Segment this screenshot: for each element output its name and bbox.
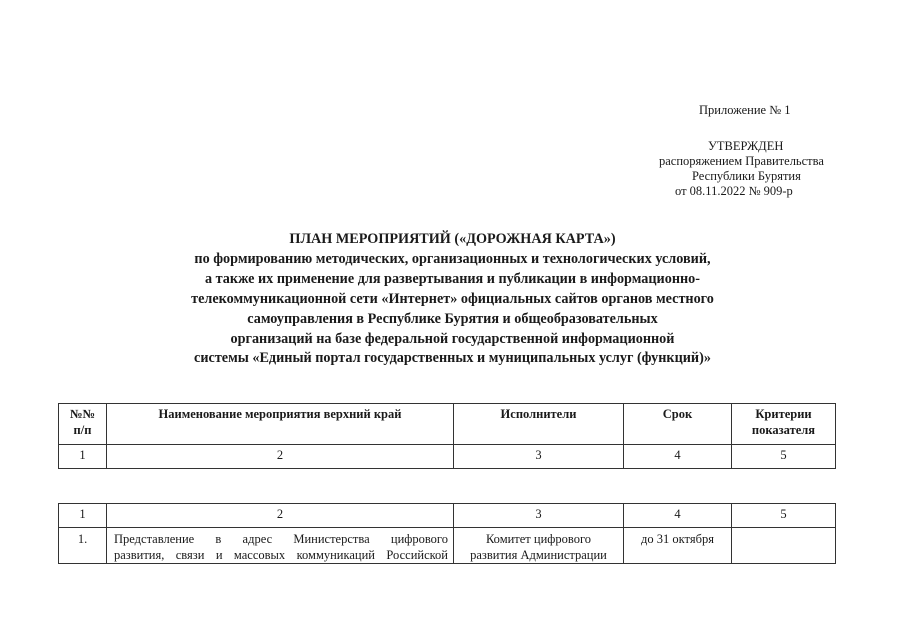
executors [454, 528, 624, 564]
table-row [59, 528, 836, 564]
column-number: 1 [59, 504, 107, 528]
title-line-2: по формированию методических, организационных и технологических условий, [194, 250, 711, 267]
column-number: 5 [732, 445, 836, 469]
header-row [59, 404, 836, 445]
approved-by-line-2: Республики Бурятия [692, 169, 801, 183]
title-line-1: ПЛАН МЕРОПРИЯТИЙ («ДОРОЖНАЯ КАРТА») [289, 231, 616, 247]
activity-name [107, 528, 454, 564]
activity-name-line-2: развития, связи и массовых коммуникаций Российской [114, 547, 448, 562]
executors-line-2: развития Администрации [470, 547, 607, 562]
col-header-executors: Исполнители [454, 404, 624, 445]
plan-table [58, 503, 836, 564]
column-number-row [59, 445, 836, 469]
appendix-label: Приложение № 1 [699, 103, 791, 117]
title-line-5: самоуправления в Республике Бурятия и общеобразовательных [247, 310, 658, 327]
approved-label: УТВЕРЖДЕН [708, 139, 784, 153]
column-number: 2 [107, 504, 454, 528]
col-header-criteria-line-1: Критерии [755, 407, 812, 421]
col-header-criteria-line-2: показателя [751, 422, 816, 437]
column-number: 1 [59, 445, 107, 469]
approval-date: от 08.11.2022 № 909-р [675, 184, 793, 198]
column-number-row [59, 504, 836, 528]
approved-by-line-1: распоряжением Правительства [659, 154, 824, 168]
col-header-criteria [732, 404, 836, 445]
header-table [58, 403, 836, 469]
title-line-3: а также их применение для развертывания и публикации в информационно- [205, 270, 700, 287]
column-number: 4 [624, 445, 732, 469]
col-header-number-line-1: №№ [69, 407, 96, 421]
row-number: 1. [59, 528, 107, 564]
column-number: 3 [454, 445, 624, 469]
column-number: 3 [454, 504, 624, 528]
col-header-number-line-2: п/п [73, 422, 92, 437]
document-title [100, 230, 805, 369]
col-header-deadline: Срок [624, 404, 732, 445]
title-line-6: организаций на базе федеральной государственной информационной [230, 330, 675, 347]
criteria [732, 528, 836, 564]
col-header-name: Наименование мероприятия верхний край [107, 404, 454, 445]
column-number: 2 [107, 445, 454, 469]
column-number: 4 [624, 504, 732, 528]
executors-line-1: Комитет цифрового [485, 532, 592, 546]
deadline: до 31 октября [624, 528, 732, 564]
title-line-7: системы «Единый портал государственных и муниципальных услуг (функций)» [194, 350, 711, 367]
column-number: 5 [732, 504, 836, 528]
activity-name-line-1: Представление в адрес Министерства цифрового [114, 532, 448, 546]
col-header-number [59, 404, 107, 445]
title-line-4: телекоммуникационной сети «Интернет» официальных сайтов органов местного [191, 290, 714, 307]
